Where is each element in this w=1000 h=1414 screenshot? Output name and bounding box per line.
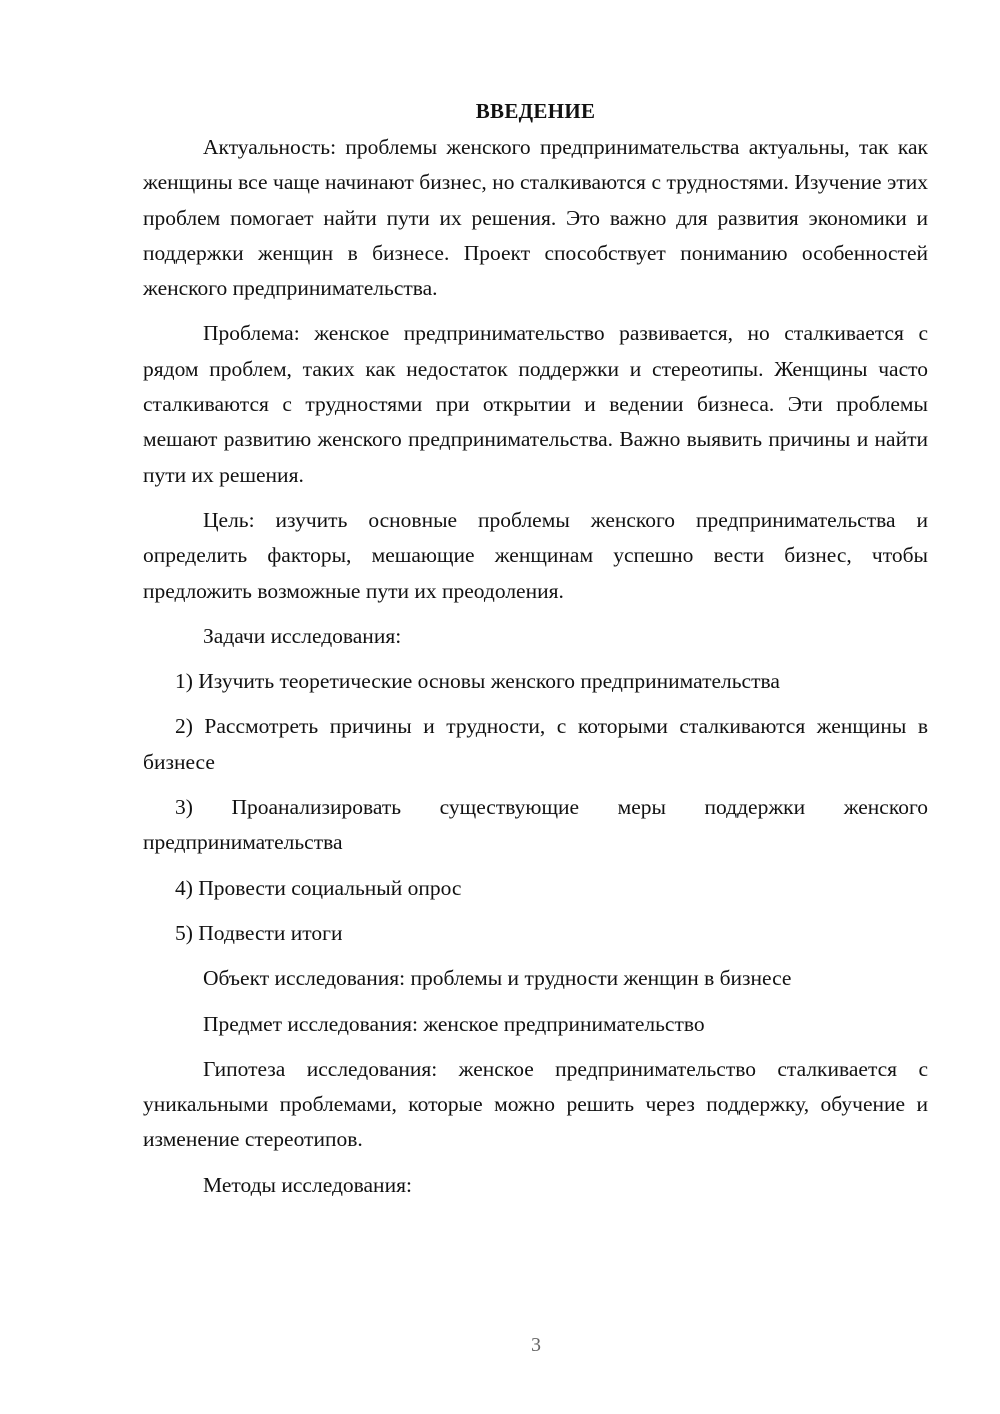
paragraph-methods: Методы исследования: xyxy=(203,1172,412,1197)
task-item-3: 3) Проанализировать существующие меры поддержки женского предпринимательства xyxy=(143,795,928,855)
page-number: 3 xyxy=(531,1334,541,1356)
task-item-4: 4) Провести социальный опрос xyxy=(175,875,462,900)
task-item-5: 5) Подвести итоги xyxy=(175,920,343,945)
task-item-2: 2) Рассмотреть причины и трудности, с которыми сталкиваются женщины в бизнесе xyxy=(143,714,928,774)
paragraph-problem: Проблема: женское предпринимательство развивается, но сталкивается с рядом проблем, таких как недостаток поддержки и стереотипы. Женщины часто сталкиваются с трудностями при открытии и ведении бизнеса. Эти проблемы мешают развитию женского предпринимательства. Важно выявить причины и найти пути их решения. xyxy=(143,321,928,487)
paragraph-tasks-heading: Задачи исследования: xyxy=(203,623,402,648)
paragraph-subject: Предмет исследования: женское предпринимательство xyxy=(203,1011,705,1036)
paragraph-object: Объект исследования: проблемы и трудности женщин в бизнесе xyxy=(203,966,792,991)
paragraph-relevance: Актуальность: проблемы женского предпринимательства актуальны, так как женщины все чаще начинают бизнес, но сталкиваются с трудностями. Изучение этих проблем помогает найти пути их решения. Это важно для развития экономики и поддержки женщин в бизнесе. Проект способствует пониманию особенностей женского предпринимательства. xyxy=(143,135,928,301)
paragraph-goal: Цель: изучить основные проблемы женского предпринимательства и определить факторы, мешающие женщинам успешно вести бизнес, чтобы предложить возможные пути их преодоления. xyxy=(143,507,928,603)
section-title: ВВЕДЕНИЕ xyxy=(475,99,596,123)
document-page xyxy=(143,96,928,1213)
task-item-1: 1) Изучить теоретические основы женского предпринимательства xyxy=(175,669,780,694)
paragraph-hypothesis: Гипотеза исследования: женское предпринимательство сталкивается с уникальными проблемами, которые можно решить через поддержку, обучение и изменение стереотипов. xyxy=(143,1056,928,1152)
